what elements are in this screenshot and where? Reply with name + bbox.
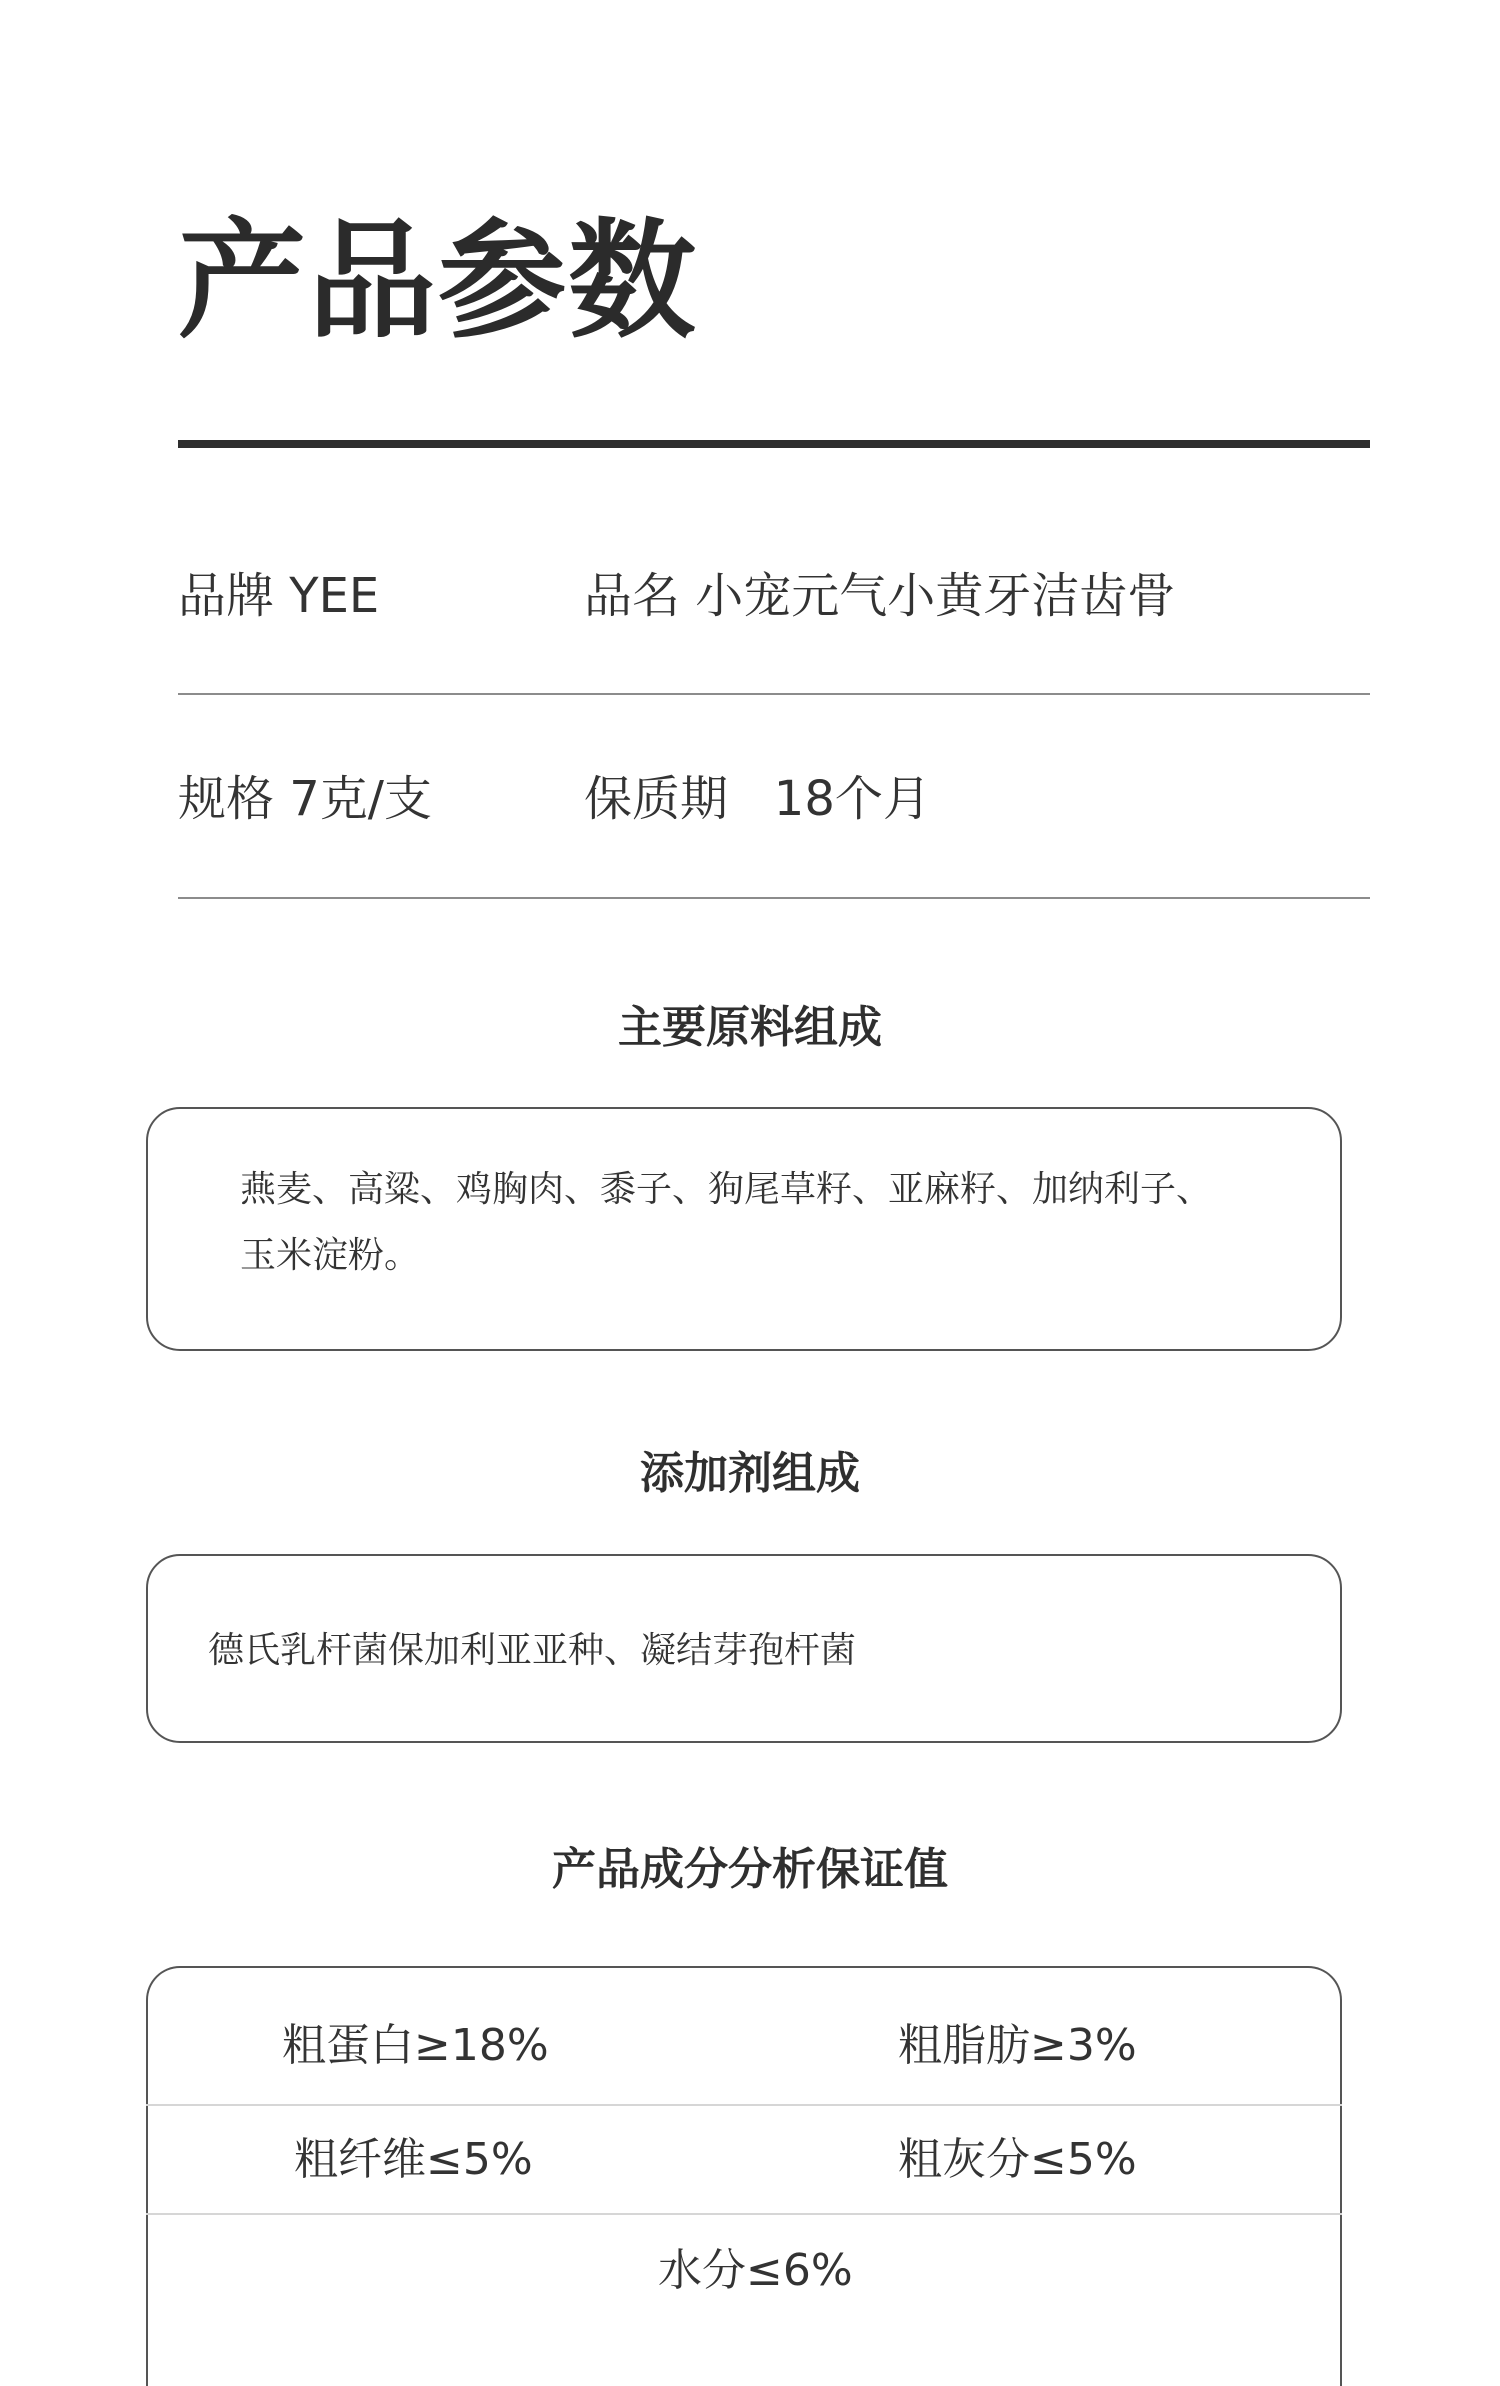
raw-materials-heading: 主要原料组成 bbox=[618, 1002, 882, 1053]
raw-materials-box bbox=[146, 1107, 1342, 1351]
additives-box bbox=[146, 1554, 1342, 1743]
spec-field: 规格 7克/支 bbox=[178, 771, 432, 827]
ash-value: 粗灰分≤5% bbox=[898, 2134, 1137, 2185]
product-name-field: 品名 小宠元气小黄牙洁齿骨 bbox=[584, 568, 1176, 624]
raw-materials-line: 玉米淀粉。 bbox=[240, 1235, 421, 1276]
param-row-divider bbox=[178, 693, 1370, 695]
protein-value: 粗蛋白≥18% bbox=[282, 2020, 549, 2071]
additives-heading: 添加剂组成 bbox=[640, 1448, 860, 1499]
analysis-row-divider bbox=[146, 2213, 1342, 2215]
additives-text: 德氏乳杆菌保加利亚亚种、凝结芽孢杆菌 bbox=[208, 1630, 857, 1671]
page-title: 产品参数 bbox=[178, 207, 699, 356]
param-row-divider bbox=[178, 897, 1370, 899]
fat-value: 粗脂肪≥3% bbox=[898, 2020, 1137, 2071]
shelf-life-field: 保质期 18个月 bbox=[584, 771, 931, 827]
analysis-heading: 产品成分分析保证值 bbox=[552, 1844, 948, 1895]
analysis-row-divider bbox=[146, 2104, 1342, 2106]
fiber-value: 粗纤维≤5% bbox=[294, 2134, 533, 2185]
brand-field: 品牌 YEE bbox=[178, 568, 380, 624]
moisture-value: 水分≤6% bbox=[658, 2245, 853, 2296]
raw-materials-line: 燕麦、高粱、鸡胸肉、黍子、狗尾草籽、亚麻籽、加纳利子、 bbox=[240, 1169, 1213, 1210]
title-divider bbox=[178, 440, 1370, 448]
